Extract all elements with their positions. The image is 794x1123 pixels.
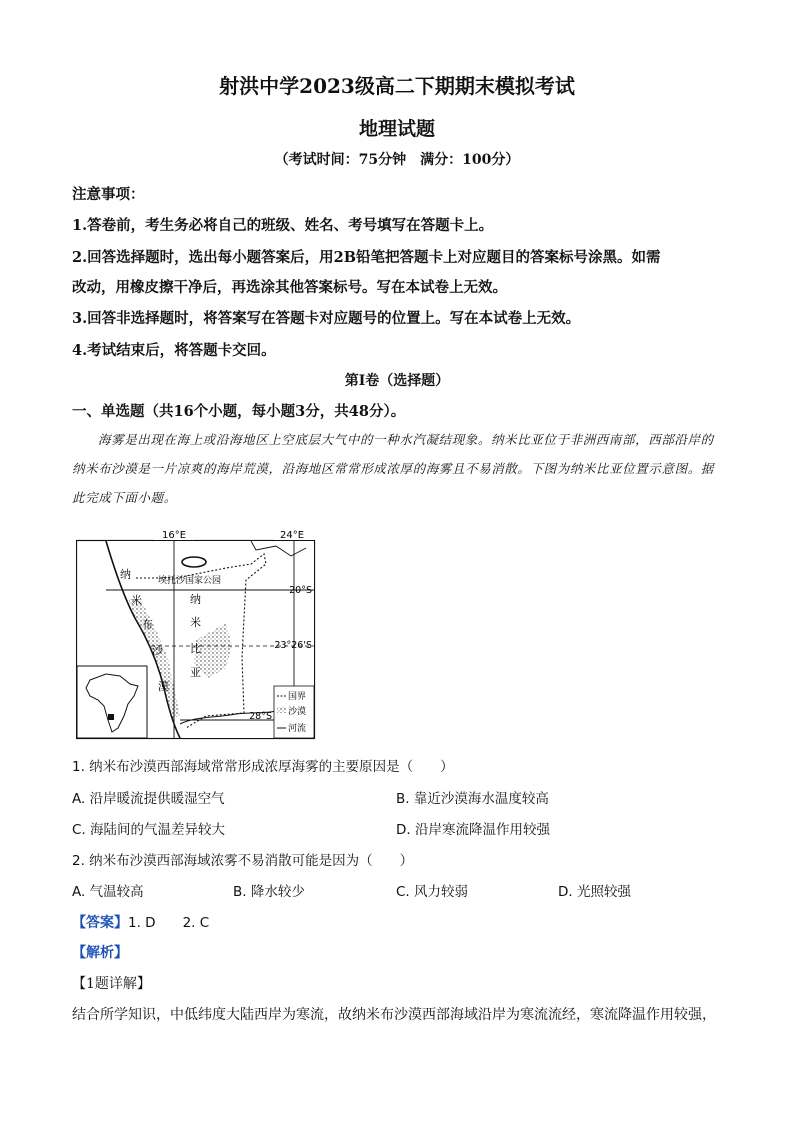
question-2-option-c: C. 风力较弱 (396, 884, 469, 900)
lat-label-23s: 23°26'S (274, 640, 312, 651)
lon-label-16e: 16°E (162, 530, 187, 541)
question-intro: 海雾是出现在海上或沿海地区上空底层大气中的一种水汽凝结现象。纳米比亚位于非洲西南部，西部沿岸的纳米布沙漠是一片凉爽的海岸荒漠，沿海地区常常形成浓厚的海雾且不易消散。下图为纳米比亚位置示意图。据此完成下面小题。 (72, 432, 714, 505)
note-item: 改动，用橡皮擦干净后，再选涂其他答案标号。写在本试卷上无效。 (72, 279, 507, 296)
note-item: 2.回答选择题时，选出每小题答案后，用2B铅笔把答题卡上对应题目的答案标号涂黑。如需 (72, 249, 661, 266)
lat-label-28s: 28°S (249, 711, 272, 722)
exam-time-info: （考试时间：75分钟 满分：100分） (274, 152, 520, 168)
country-char: 纳 (190, 593, 201, 606)
question-1-option-b: B. 靠近沙漠海水温度较高 (396, 791, 549, 807)
question-2-option-b: B. 降水较少 (233, 884, 305, 900)
volume-heading: 第Ⅰ卷（选择题） (344, 373, 450, 389)
legend-border: 国界 (288, 692, 307, 702)
answer-line (72, 911, 209, 932)
question-1-option-d: D. 沿岸寒流降温作用较强 (396, 822, 550, 838)
desert-char: 纳 (120, 568, 131, 581)
legend-desert: 沙漠 (288, 707, 307, 717)
namibia-highlight (108, 714, 114, 720)
notes-heading: 注意事项： (72, 186, 145, 203)
question-2-stem: 2. 纳米布沙漠西部海域浓雾不易消散可能是因为（ ） (72, 853, 414, 869)
question-1-stem: 1. 纳米布沙漠西部海域常常形成浓厚海雾的主要原因是（ ） (72, 759, 454, 775)
question-2-option-d: D. 光照较强 (558, 884, 631, 900)
namibia-location-map (76, 528, 316, 740)
analysis-label: 【解析】 (72, 945, 128, 961)
lon-label-24e: 24°E (280, 530, 305, 541)
question-2-option-a: A. 气温较高 (72, 884, 144, 900)
desert-char: 沙 (152, 644, 163, 657)
country-char: 比 (190, 642, 201, 655)
section-heading: 一、单选题（共16个小题，每小题3分，共48分）。 (72, 403, 406, 420)
detail-text: 结合所学知识，中低纬度大陆西岸为寒流，故纳米布沙漠西部海域沿岸为寒流流经，寒流降温作用较强， (72, 1007, 716, 1023)
question-1-option-c: C. 海陆间的气温差异较大 (72, 822, 226, 838)
country-char: 亚 (190, 666, 201, 679)
note-item: 1.答卷前，考生务必将自己的班级、姓名、考号填写在答题卡上。 (72, 217, 494, 234)
answer-label: 【答案】 (72, 915, 128, 931)
question-1-option-a: A. 沿岸暖流提供暖湿空气 (72, 791, 225, 807)
subject-title: 地理试题 (358, 118, 435, 140)
country-char: 米 (190, 616, 201, 629)
legend-river: 河流 (288, 724, 307, 734)
note-item: 4.考试结束后，将答题卡交回。 (72, 342, 276, 359)
desert-char: 漠 (158, 680, 169, 693)
etosha-pan (182, 557, 206, 567)
exam-title: 射洪中学2023级高二下期期末模拟考试 (219, 74, 575, 98)
detail-label: 【1题详解】 (72, 976, 151, 992)
park-label: 埃托沙国家公园 (158, 576, 222, 586)
desert-char: 米 (131, 594, 142, 607)
lat-label-20s: 20°S (289, 585, 312, 596)
answer-values: 1. D 2. C (128, 915, 210, 931)
note-item: 3.回答非选择题时，将答案写在答题卡对应题号的位置上。写在本试卷上无效。 (72, 310, 581, 327)
desert-char: 布 (142, 618, 153, 631)
